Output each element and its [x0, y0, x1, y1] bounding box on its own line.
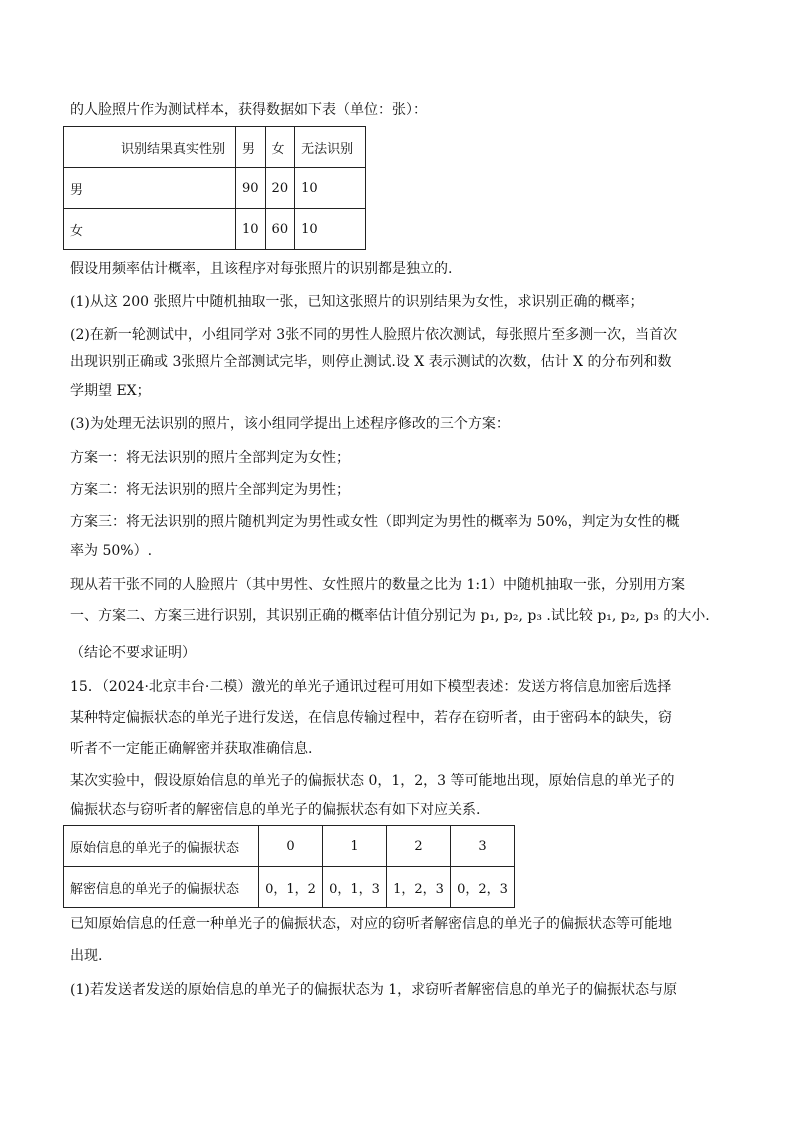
header-cell: 无法识别: [295, 127, 366, 168]
conclusion-note: （结论不要求证明）: [70, 645, 196, 661]
table-cell: 90: [236, 168, 266, 209]
polarization-table: [63, 825, 515, 908]
table-cell: 10: [295, 168, 366, 209]
recognition-table: [63, 126, 366, 250]
table-cell: 20: [265, 168, 295, 209]
table-cell: 10: [295, 209, 366, 250]
known-line-2: 出现.: [70, 948, 103, 964]
experiment-line-1: 某次实验中，假设原始信息的单光子的偏振状态 0，1，2，3 等可能地出现，原始信息的单光子的: [70, 773, 675, 789]
assumption-text: 假设用频率估计概率，且该程序对每张照片的识别都是独立的.: [70, 261, 453, 277]
table-cell: 60: [265, 209, 295, 250]
header-cell: 识别结果真实性别: [64, 127, 236, 168]
intro-line: 的人脸照片作为测试样本，获得数据如下表（单位：张）：: [70, 102, 427, 118]
table-cell: 0，1，3: [323, 867, 387, 908]
table-row: [64, 867, 515, 908]
table-cell: 1，2，3: [387, 867, 451, 908]
table-cell: 男: [64, 168, 236, 209]
table-cell: 10: [236, 209, 266, 250]
known-line-1: 已知原始信息的任意一种单光子的偏振状态，对应的窃听者解密信息的单光子的偏振状态等可能地: [70, 916, 672, 932]
plan-3-line-2: 率为 50%）.: [70, 543, 153, 559]
problem-15-line-2: 某种特定偏振状态的单光子进行发送，在信息传输过程中，若存在窃听者，由于密码本的缺失，窃: [70, 710, 672, 726]
plan-3-line-1: 方案三：将无法识别的照片随机判定为男性或女性（即判定为男性的概率为 50%，判定为女性的概: [70, 514, 680, 530]
table-cell: 1: [323, 826, 387, 867]
question-3: (3)为处理无法识别的照片，该小组同学提出上述程序修改的三个方案：: [70, 416, 510, 432]
plan-2: 方案二：将无法识别的照片全部判定为男性；: [70, 482, 350, 498]
question-2-line-2: 出现识别正确或 3张照片全部测试完毕，则停止测试.设 X 表示测试的次数，估计 X 的分布列和数: [70, 354, 672, 370]
table-cell: 0: [259, 826, 323, 867]
table-cell: 3: [451, 826, 515, 867]
table-cell: 女: [64, 209, 236, 250]
table-row: [64, 168, 366, 209]
plan-1: 方案一：将无法识别的照片全部判定为女性；: [70, 450, 350, 466]
problem-15-line-1: 15．（2024·北京丰台·二模）激光的单光子通讯过程可用如下模型表述：发送方将信息加密后选择: [70, 679, 672, 695]
sampling-line-1: 现从若干张不同的人脸照片（其中男性、女性照片的数量之比为 1:1）中随机抽取一张，分别用方案: [70, 577, 685, 593]
header-cell: 女: [265, 127, 295, 168]
question-15-1: (1)若发送者发送的原始信息的单光子的偏振状态为 1，求窃听者解密信息的单光子的偏振状态与原: [70, 982, 678, 998]
question-2-line-1: (2)在新一轮测试中，小组同学对 3张不同的男性人脸照片依次测试，每张照片至多测一次，当首次: [70, 327, 678, 343]
question-1: (1)从这 200 张照片中随机抽取一张，已知这张照片的识别结果为女性，求识别正确的概率；: [70, 294, 644, 310]
row-header-cell: 原始信息的单光子的偏振状态: [64, 826, 259, 867]
question-2-line-3: 学期望 EX；: [70, 383, 151, 399]
table-cell: 2: [387, 826, 451, 867]
table-header-row: [64, 127, 366, 168]
sampling-line-2: 一、方案二、方案三进行识别，其识别正确的概率估计值分别记为 p₁, p₂, p₃ .试比较 p₁, p₂, p₃ 的大小.: [70, 608, 710, 624]
table-cell: 0，2，3: [451, 867, 515, 908]
table-cell: 0，1，2: [259, 867, 323, 908]
table-row: [64, 826, 515, 867]
experiment-line-2: 偏振状态与窃听者的解密信息的单光子的偏振状态有如下对应关系.: [70, 802, 481, 818]
problem-15-line-3: 听者不一定能正确解密并获取准确信息.: [70, 741, 313, 757]
row-header-cell: 解密信息的单光子的偏振状态: [64, 867, 259, 908]
header-cell: 男: [236, 127, 266, 168]
table-row: [64, 209, 366, 250]
